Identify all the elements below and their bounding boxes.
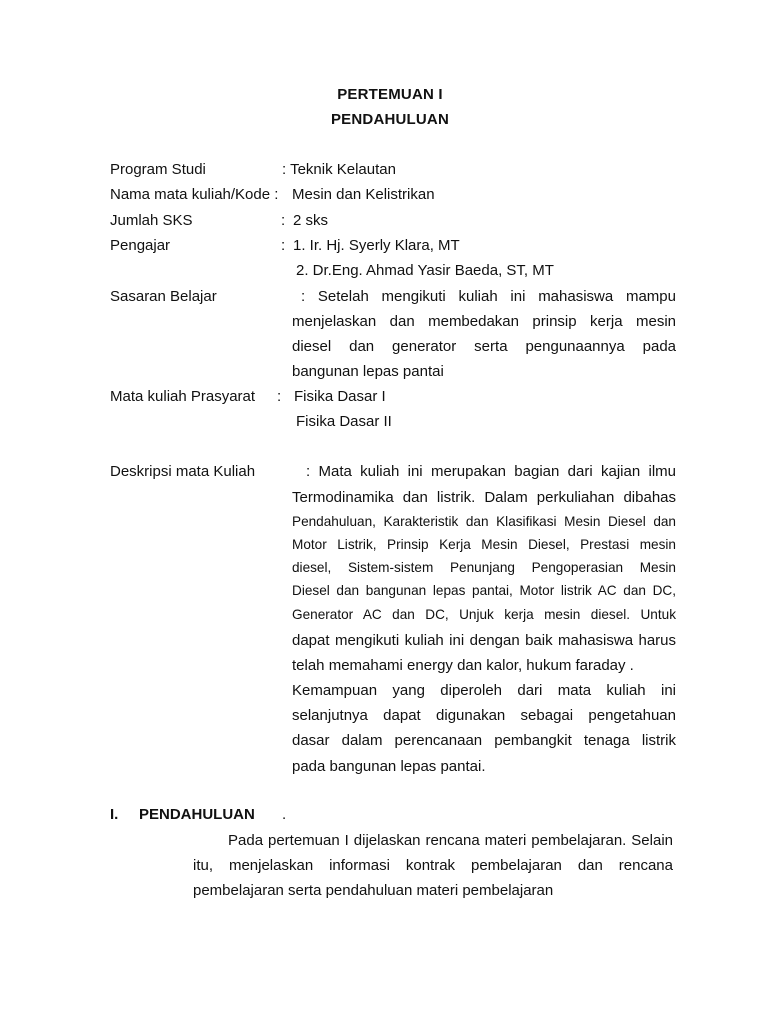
section-paragraph-line: Pada pertemuan I dijelaskan rencana materi pembelajaran. Selain — [228, 832, 673, 849]
section-title: PENDAHULUAN — [139, 806, 255, 823]
desc-line: pada bangunan lepas pantai. — [292, 758, 486, 775]
desc-line: Diesel dan bangunan lepas pantai, Motor listrik AC dan DC, — [292, 583, 676, 598]
sks-colon: : — [281, 212, 286, 229]
lecturer-1: 1. Ir. Hj. Syerly Klara, MT — [293, 237, 460, 254]
desc-line: Termodinamika dan listrik. Dalam perkuliahan dibahas — [292, 489, 676, 506]
section-paragraph-line: pembelajaran serta pendahuluan materi pembelajaran — [193, 882, 554, 899]
lecturer-2: 2. Dr.Eng. Ahmad Yasir Baeda, ST, MT — [296, 262, 554, 279]
target-line: bangunan lepas pantai — [292, 363, 444, 380]
desc-line: selanjutnya dapat digunakan sebagai pengetahuan — [292, 707, 676, 724]
sks-value: 2 sks — [293, 212, 329, 229]
program-label: Program Studi — [110, 161, 206, 178]
desc-line: Generator AC dan DC, Unjuk kerja mesin diesel. Untuk — [292, 607, 676, 622]
course-value: Mesin dan Kelistrikan — [292, 186, 435, 203]
desc-line: dapat mengikuti kuliah ini dengan baik mahasiswa harus — [292, 632, 676, 649]
target-line: menjelaskan dan membedakan prinsip kerja mesin — [292, 313, 676, 330]
desc-label: Deskripsi mata Kuliah — [110, 463, 256, 480]
target-line: : Setelah mengikuti kuliah ini mahasiswa mampu — [301, 288, 676, 305]
target-line: diesel dan generator serta pengunaannya pada — [292, 338, 676, 355]
desc-line: : Mata kuliah ini merupakan bagian dari kajian ilmu — [306, 463, 676, 480]
section-paragraph-line: itu, menjelaskan informasi kontrak pembelajaran dan rencana — [193, 857, 673, 874]
prereq-2: Fisika Dasar II — [296, 413, 392, 430]
prereq-colon: : — [277, 388, 282, 405]
desc-line: dasar dalam perencanaan pembangkit tenaga listrik — [292, 732, 676, 749]
lecturer-label: Pengajar — [110, 237, 171, 254]
target-label: Sasaran Belajar — [110, 288, 217, 305]
sks-label: Jumlah SKS — [110, 212, 193, 229]
page-subtitle: PENDAHULUAN — [330, 111, 450, 128]
course-label: Nama mata kuliah/Kode : — [110, 186, 279, 203]
desc-line: Motor Listrik, Prinsip Kerja Mesin Diesel, Prestasi mesin — [292, 537, 676, 552]
prereq-1: Fisika Dasar I — [294, 388, 386, 405]
program-value: : Teknik Kelautan — [282, 161, 396, 178]
desc-line: Pendahuluan, Karakteristik dan Klasifikasi Mesin Diesel dan — [292, 514, 676, 529]
lecturer-colon: : — [281, 237, 286, 254]
desc-line: Kemampuan yang diperoleh dari mata kuliah ini — [292, 682, 676, 699]
section-number: I. — [110, 806, 119, 823]
page-title: PERTEMUAN I — [337, 86, 443, 103]
section-trailing-dot: . — [282, 806, 287, 823]
prereq-label: Mata kuliah Prasyarat — [110, 388, 256, 405]
desc-line: diesel, Sistem-sistem Penunjang Pengoperasian Mesin — [292, 560, 676, 575]
desc-line: telah memahami energy dan kalor, hukum faraday . — [292, 657, 634, 674]
